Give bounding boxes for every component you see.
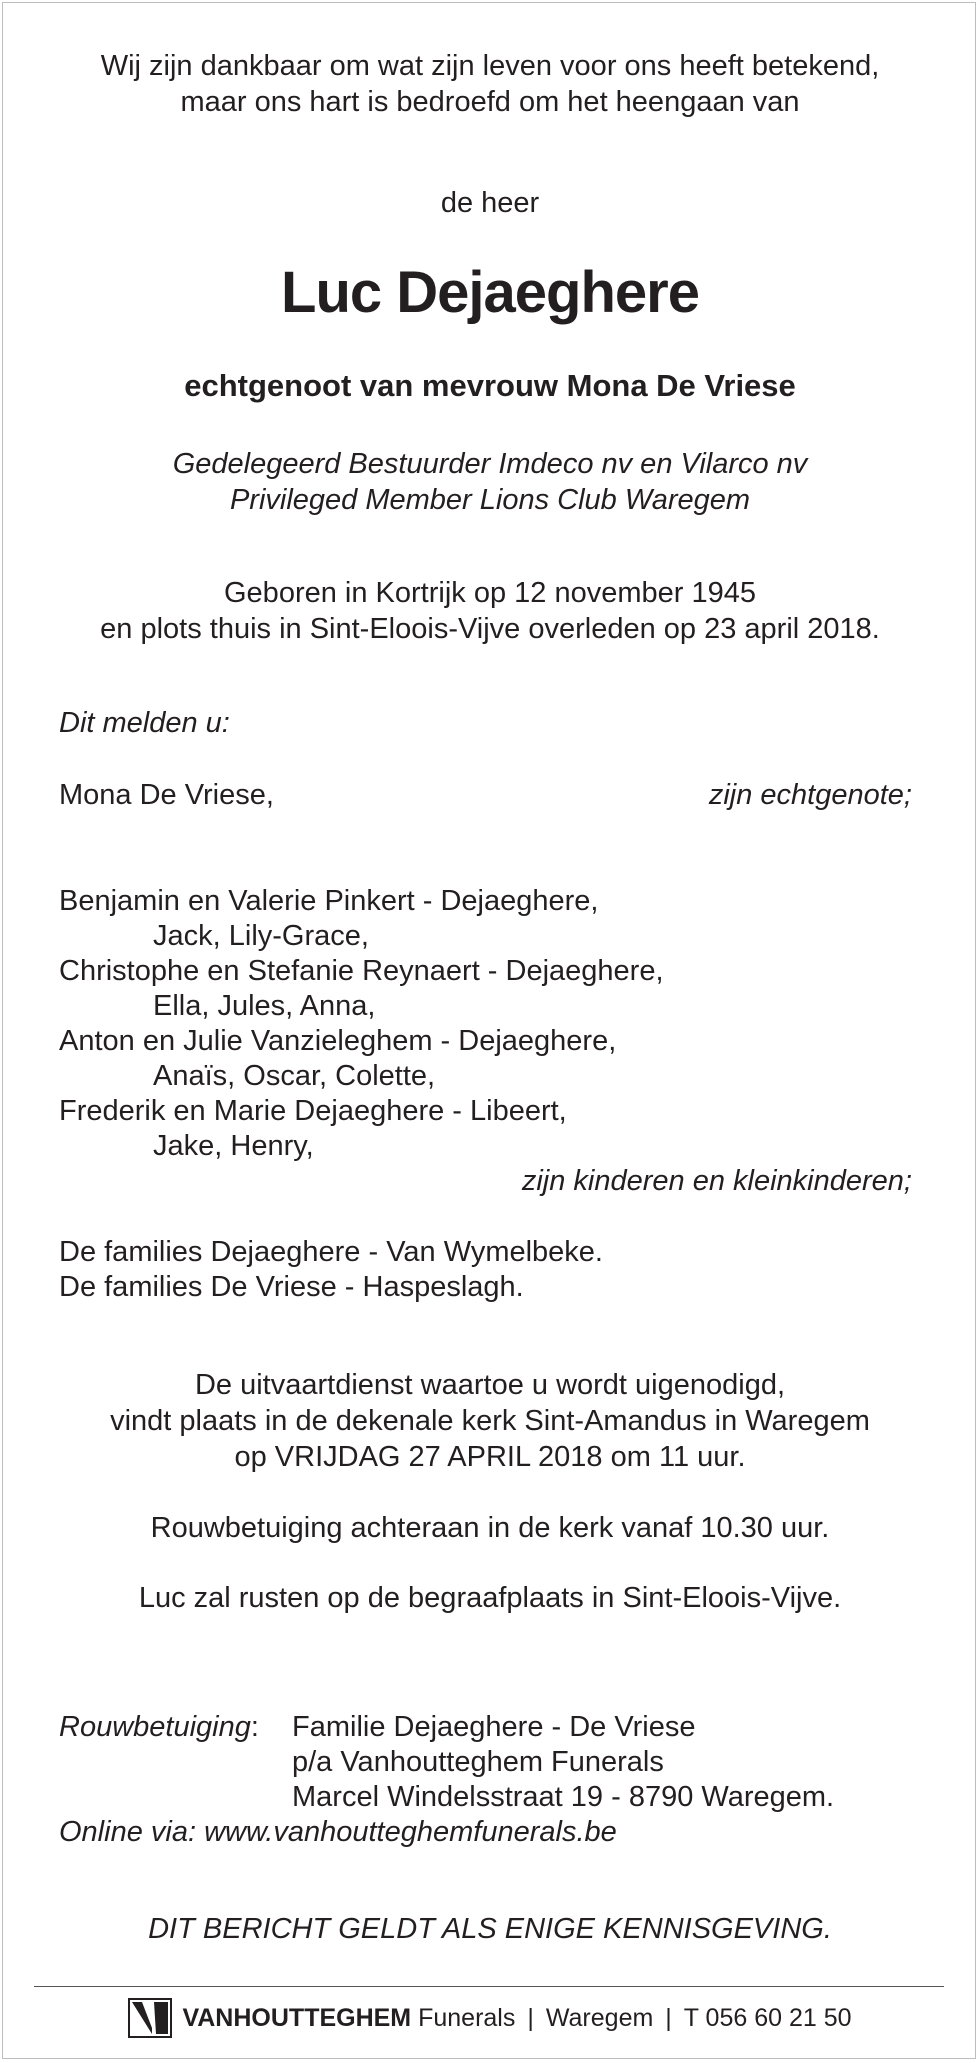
- address-label-colon: :: [250, 1711, 259, 1743]
- condolence-time: Rouwbetuiging achteraan in de kerk vanaf 10.30 uur.: [150, 1512, 830, 1544]
- service-line-3: op VRIJDAG 27 APRIL 2018 om 11 uur.: [234, 1441, 746, 1473]
- title-line-2: Privileged Member Lions Club Waregem: [229, 484, 751, 516]
- announce-label: Dit melden u:: [59, 707, 230, 739]
- death-line: en plots thuis in Sint-Eloois-Vijve overleden op 23 april 2018.: [100, 613, 880, 645]
- families-line-2: De families De Vriese - Haspeslagh.: [59, 1271, 524, 1303]
- footer-company-rest: Funerals: [418, 2003, 516, 2032]
- footer-city: Waregem: [545, 2003, 654, 2032]
- grandchildren-1: Jack, Lily-Grace,: [153, 920, 369, 952]
- spouse-role: zijn echtgenote;: [708, 779, 912, 811]
- footer-company: [182, 2004, 515, 2033]
- burial-line: Luc zal rusten op de begraafplaats in Sint-Eloois-Vijve.: [138, 1582, 842, 1614]
- intro-line-2: maar ons hart is bedroefd om het heengaan van: [180, 86, 800, 118]
- child-family-2: Christophe en Stefanie Reynaert - Dejaeghere,: [59, 955, 664, 987]
- spouse-name: Mona De Vriese,: [59, 779, 274, 811]
- footer-company-bold: VANHOUTTEGHEM: [182, 2003, 412, 2032]
- address-line-2: p/a Vanhoutteghem Funerals: [292, 1746, 664, 1778]
- children-role: zijn kinderen en kleinkinderen;: [521, 1165, 912, 1197]
- birth-line: Geboren in Kortrijk op 12 november 1945: [224, 577, 756, 609]
- address-line-3: Marcel Windelsstraat 19 - 8790 Waregem.: [292, 1781, 835, 1813]
- child-family-3: Anton en Julie Vanzieleghem - Dejaeghere,: [59, 1025, 617, 1057]
- child-family-4: Frederik en Marie Dejaeghere - Libeert,: [59, 1095, 567, 1127]
- child-family-1: Benjamin en Valerie Pinkert - Dejaeghere,: [59, 885, 599, 917]
- grandchildren-2: Ella, Jules, Anna,: [153, 990, 376, 1022]
- footer-divider: [34, 1986, 944, 1987]
- address-label-text: Rouwbetuiging: [59, 1711, 251, 1743]
- salutation: de heer: [440, 187, 540, 219]
- title-line-1: Gedelegeerd Bestuurder Imdeco nv en Vilarco nv: [172, 448, 808, 480]
- footer-bar: [0, 1996, 980, 2040]
- footer-phone: T 056 60 21 50: [683, 2003, 852, 2032]
- service-line-1: De uitvaartdienst waartoe u wordt uigenodigd,: [194, 1369, 786, 1401]
- address-line-1: Familie Dejaeghere - De Vriese: [292, 1711, 696, 1743]
- spouse-line: echtgenoot van mevrouw Mona De Vriese: [184, 368, 796, 403]
- notice-line: DIT BERICHT GELDT ALS ENIGE KENNISGEVING.: [148, 1913, 832, 1945]
- vanhoutteghem-logo-icon: [128, 1998, 172, 2038]
- deceased-name: Luc Dejaeghere: [281, 260, 699, 325]
- grandchildren-4: Jake, Henry,: [153, 1130, 314, 1162]
- footer-sep-1: |: [527, 2003, 534, 2032]
- families-line-1: De families Dejaeghere - Van Wymelbeke.: [59, 1236, 603, 1268]
- intro-line-1: Wij zijn dankbaar om wat zijn leven voor ons heeft betekend,: [100, 50, 880, 82]
- grandchildren-3: Anaïs, Oscar, Colette,: [153, 1060, 436, 1092]
- online-line: Online via: www.vanhoutteghemfunerals.be: [59, 1816, 617, 1848]
- service-line-2: vindt plaats in de dekenale kerk Sint-Amandus in Waregem: [110, 1405, 870, 1437]
- footer-sep-2: |: [665, 2003, 672, 2032]
- address-label: [59, 1709, 259, 1745]
